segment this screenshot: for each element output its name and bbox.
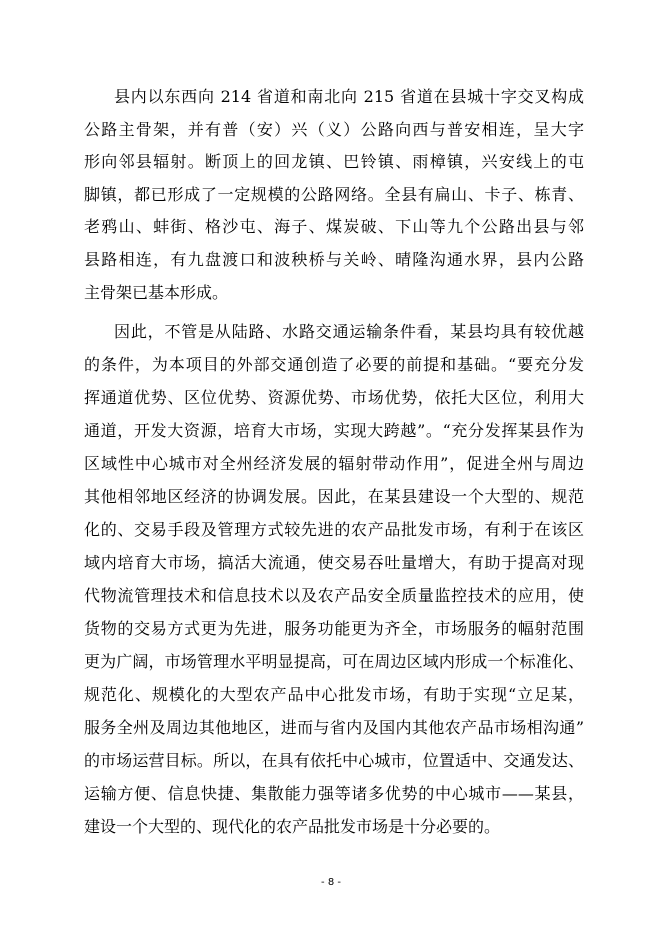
paragraph-line: 公路主骨架，并有普（安）兴（义）公路向西与普安相连，呈大字: [84, 120, 584, 139]
paragraph-line: 县路相连，有九盘渡口和波秧桥与关岭、晴隆沟通水界，县内公路: [84, 250, 584, 269]
paragraph-line: 通道，开发大资源，培育大市场，实现大跨越”。“充分发挥某县作为: [84, 421, 584, 440]
paragraph-line: 更为广阔，市场管理水平明显提高，可在周边区域内形成一个标准化、: [84, 652, 584, 671]
paragraph-line: 区域性中心城市对全州经济发展的辐射带动作用”，促进全州与周边: [84, 454, 584, 473]
paragraph-line: 的条件，为本项目的外部交通创造了必要的前提和基础。“要充分发: [84, 355, 584, 374]
paragraph-line: 货物的交易方式更为先进，服务功能更为齐全，市场服务的幅射范围: [84, 619, 584, 638]
paragraph-line: 的市场运营目标。所以，在具有依托中心城市，位置适中、交通发达、: [84, 751, 584, 770]
paragraph-line: 规范化、规模化的大型农产品中心批发市场，有助于实现“立足某，: [84, 685, 584, 704]
page-number: - 8 -: [321, 877, 341, 888]
paragraph-line: 代物流管理技术和信息技术以及农产品安全质量监控技术的应用，使: [84, 586, 584, 605]
paragraph-line: 主骨架已基本形成。: [84, 283, 229, 302]
paragraph-line: 因此，不管是从陆路、水路交通运输条件看，某县均具有较优越: [114, 322, 584, 341]
paragraph-line: 建设一个大型的、现代化的农产品批发市场是十分必要的。: [84, 817, 501, 836]
paragraph-line: 县内以东西向 214 省道和南北向 215 省道在县城十字交叉构成: [114, 87, 584, 106]
paragraph-line: 域内培育大市场，搞活大流通，使交易吞吐量增大，有助于提高对现: [84, 553, 584, 572]
paragraph-line: 运输方便、信息快捷、集散能力强等诸多优势的中心城市——某县，: [84, 784, 584, 803]
paragraph-line: 其他相邻地区经济的协调发展。因此，在某县建设一个大型的、规范: [84, 487, 584, 506]
paragraph-line: 化的、交易手段及管理方式较先进的农产品批发市场，有利于在该区: [84, 520, 584, 539]
paragraph-line: 服务全州及周边其他地区，进而与省内及国内其他农产品市场相沟通”: [84, 718, 584, 737]
paragraph-line: 挥通道优势、区位优势、资源优势、市场优势，依托大区位，利用大: [84, 388, 584, 407]
paragraph-line: 形向邻县辐射。断顶上的回龙镇、巴铃镇、雨樟镇，兴安线上的屯: [84, 152, 584, 171]
paragraph-line: 脚镇，都已形成了一定规模的公路网络。全县有扁山、卡子、栋青、: [84, 185, 584, 204]
paragraph-line: 老鸦山、蚌街、格沙屯、海子、煤炭破、下山等九个公路出县与邻: [84, 217, 584, 236]
